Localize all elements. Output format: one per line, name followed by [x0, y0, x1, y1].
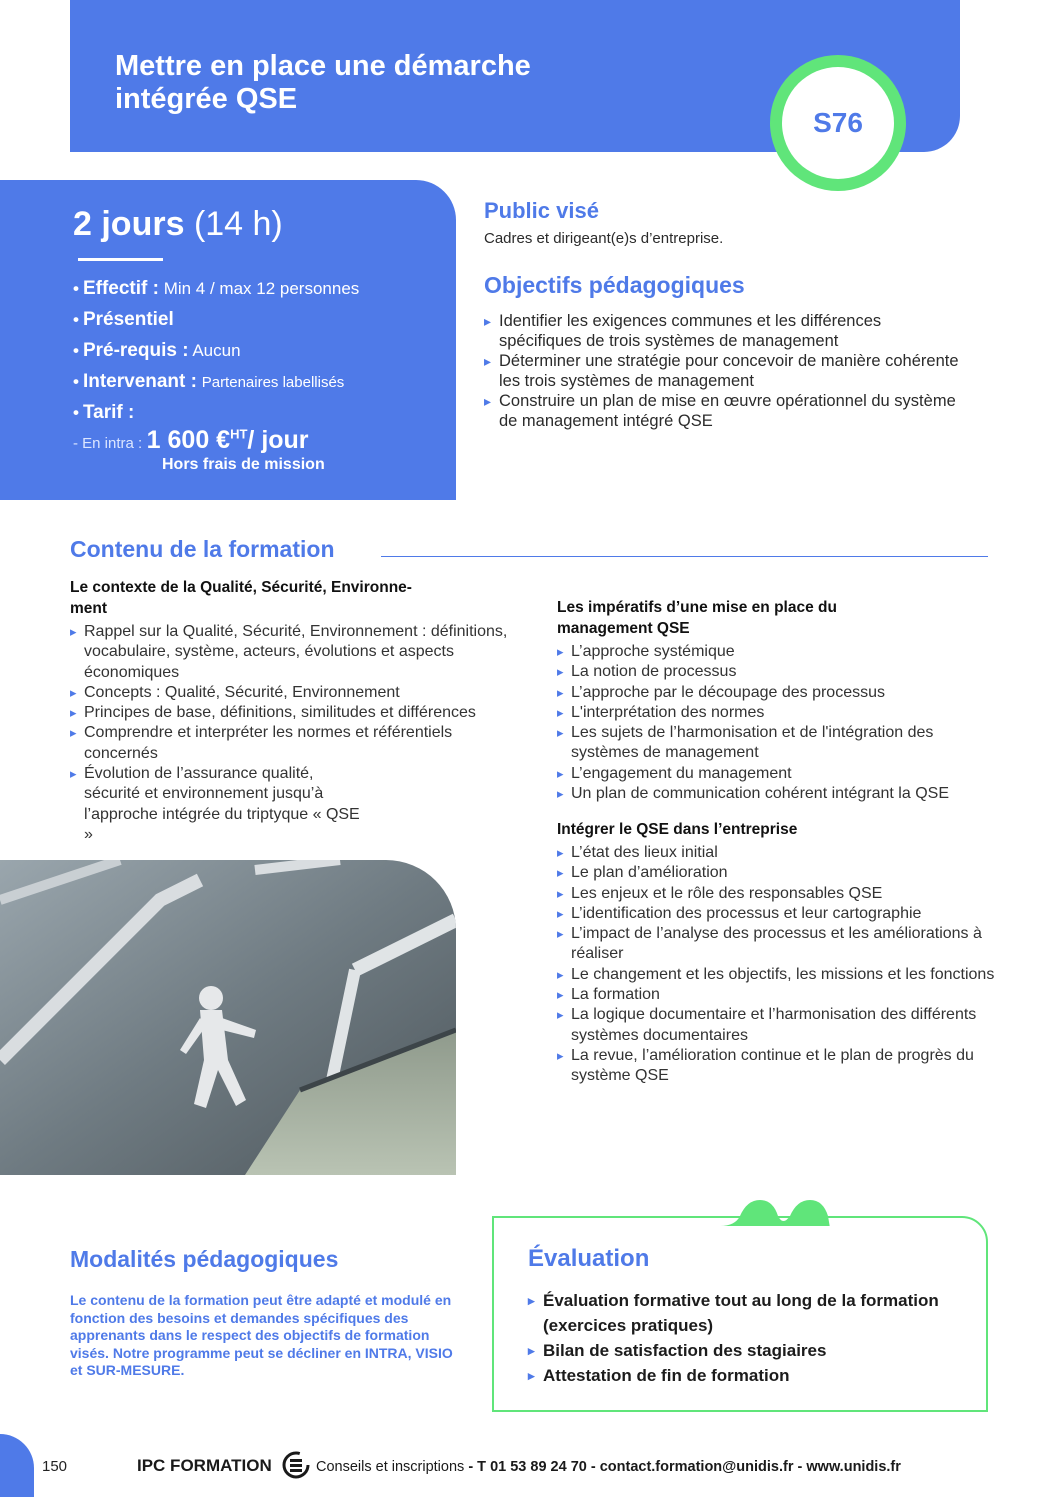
list-item: ▸ L’engagement du management [557, 764, 997, 784]
evaluation-title: Évaluation [528, 1245, 650, 1272]
list-item: ▸ L’identification des processus et leur cartographie [557, 904, 997, 924]
list-item: ▸ Identifier les exigences communes et les différences spécifiques de trois systèmes de management [484, 311, 964, 351]
brand-name: IPC FORMATION [137, 1456, 272, 1475]
list-item: ▸ Les sujets de l’harmonisation et de l'intégration des systèmes de management [557, 723, 997, 764]
list-item: ▸ Les enjeux et le rôle des responsables QSE [557, 884, 997, 904]
list-item: ▸ Attestation de fin de formation [528, 1363, 968, 1388]
list-item: ▸ Principes de base, définitions, similitudes et différences [70, 703, 510, 723]
info-prerequis: • Pré-requis : Aucun [73, 340, 241, 361]
ipc-logo-icon [280, 1449, 312, 1481]
list-item: ▸ La logique documentaire et l’harmonisation des différents systèmes documentaires [557, 1005, 997, 1046]
contenu-title: Contenu de la formation [70, 536, 335, 562]
public-text: Cadres et dirigeant(e)s d’entreprise. [484, 230, 724, 247]
price-line [73, 426, 309, 455]
course-code-badge [770, 55, 906, 191]
course-code: S76 [782, 67, 894, 179]
list-item: ▸ Déterminer une stratégie pour concevoir de manière cohérente les trois systèmes de management [484, 351, 964, 391]
duration-hours: (14 h) [193, 205, 283, 243]
list-item: ▸ Un plan de communication cohérent intégrant la QSE [557, 784, 997, 804]
list-item: ▸ L’approche systémique [557, 642, 997, 662]
list-item: ▸ Le plan d’amélioration [557, 863, 997, 883]
list-item: ▸ La formation [557, 985, 997, 1005]
list-item: ▸ Le changement et les objectifs, les missions et les fonctions [557, 965, 997, 985]
list-item: ▸ Évaluation formative tout au long de la formation (exercices pratiques) [528, 1288, 968, 1338]
page-title: Mettre en place une démarche intégrée QSE [115, 50, 531, 115]
list-item: ▸ L’approche par le découpage des processus [557, 683, 997, 703]
list-item: ▸ Bilan de satisfaction des stagiaires [528, 1338, 968, 1363]
list-item: ▸ Comprendre et interpréter les normes et référentiels concernés [70, 723, 510, 764]
footer-tab [0, 1434, 34, 1497]
list-item: ▸ L’état des lieux initial [557, 843, 997, 863]
block3-list [557, 843, 997, 1087]
modalites-title: Modalités pédagogiques [70, 1246, 339, 1272]
price-note: Hors frais de mission [162, 456, 325, 473]
list-item: ▸ La notion de processus [557, 662, 997, 682]
block2-heading: Les impératifs d’une mise en place du management QSE [557, 599, 837, 637]
evaluation-list [528, 1288, 968, 1388]
contact-label: Conseils et inscriptions [316, 1459, 465, 1475]
contact-line [316, 1459, 901, 1475]
block1-heading: Le contexte de la Qualité, Sécurité, Environne- ment [70, 579, 412, 617]
block3-heading: Intégrer le QSE dans l’entreprise [557, 821, 798, 838]
list-item: ▸ La revue, l’amélioration continue et le plan de progrès du système QSE [557, 1046, 997, 1087]
duration-divider [78, 258, 163, 261]
list-item: ▸ Rappel sur la Qualité, Sécurité, Environnement : définitions, vocabulaire, système, acteurs, évolutions et aspects économiques [70, 622, 510, 683]
list-item: ▸ L’impact de l’analyse des processus et les améliorations à réaliser [557, 924, 997, 965]
list-item: ▸ Construire un plan de mise en œuvre opérationnel du système de management intégré QSE [484, 391, 964, 431]
block2-list [557, 642, 997, 804]
contact-details: - T 01 53 89 24 70 - contact.formation@unidis.fr - www.unidis.fr [468, 1459, 901, 1475]
public-title: Public visé [484, 198, 599, 223]
info-panel [0, 180, 456, 500]
duration [73, 202, 283, 246]
info-presentiel: • Présentiel [73, 309, 174, 330]
info-intervenant: • Intervenant : Partenaires labellisés [73, 371, 345, 392]
pedestrian-marking-photo [0, 860, 456, 1175]
block1-list [70, 622, 510, 845]
duration-days: 2 jours [73, 205, 185, 243]
price-value: 1 600 €$^{HT}$/ jour [146, 426, 309, 454]
info-tarif: • Tarif : [73, 402, 135, 423]
page-number: 150 [42, 1458, 68, 1475]
info-effectif: • Effectif : Min 4 / max 12 personnes [73, 278, 360, 299]
list-item: ▸ Évolution de l’assurance qualité, sécurité et environnement jusqu’à l’approche intégrée du triptyque « QSE » [70, 764, 510, 845]
modalites-text: Le contenu de la formation peut être adapté et modulé en fonction des besoins et demandes spécifiques des apprenants dans le respect des objectifs de formation visés. Notre programme peut se décliner en INTRA, VISIO et SUR-MESURE. [70, 1292, 453, 1378]
list-item: ▸ L'interprétation des normes [557, 703, 997, 723]
contenu-divider [381, 556, 988, 557]
objectifs-title: Objectifs pédagogiques [484, 272, 745, 298]
list-item: ▸ Concepts : Qualité, Sécurité, Environnement [70, 683, 510, 703]
objectifs-list [484, 311, 964, 431]
price-prefix: - En intra : [73, 435, 143, 452]
decorative-bumps-icon [720, 1196, 830, 1236]
